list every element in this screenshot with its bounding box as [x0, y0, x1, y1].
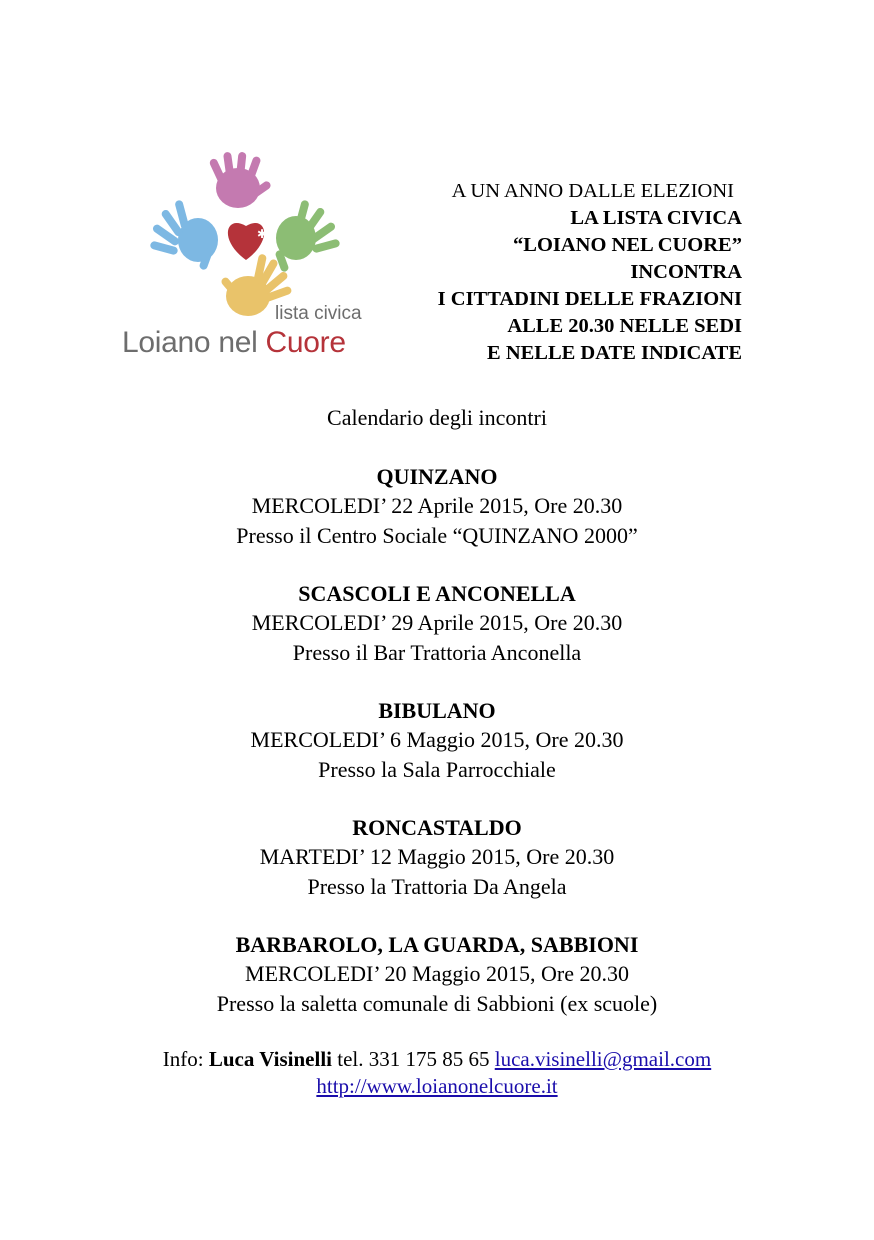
contact-name: Luca Visinelli [208, 1047, 332, 1071]
event-date: MERCOLEDI’ 6 Maggio 2015, Ore 20.30 [250, 727, 624, 752]
headline-line: E NELLE DATE INDICATE [487, 342, 742, 364]
logo [118, 148, 388, 373]
star-icon: ✱ [257, 227, 268, 241]
event-place: BARBAROLO, LA GUARDA, SABBIONI [235, 932, 639, 957]
headline-line: LA LISTA CIVICA [570, 207, 742, 229]
event-venue: Presso la Sala Parrocchiale [318, 756, 556, 782]
event-venue: Presso la saletta comunale di Sabbioni (ex scuole) [216, 990, 658, 1016]
event-place: RONCASTALDO [352, 815, 522, 840]
logo-title-part1: Loiano nel [122, 326, 266, 359]
website-link[interactable]: http://www.loianonelcuore.it [316, 1074, 558, 1098]
event-date: MERCOLEDI’ 22 Aprile 2015, Ore 20.30 [251, 493, 623, 518]
event-item [0, 930, 874, 1018]
logo-title [122, 326, 346, 360]
event-item [0, 579, 874, 667]
event-date: MARTEDI’ 12 Maggio 2015, Ore 20.30 [259, 844, 615, 869]
event-venue: Presso il Bar Trattoria Anconella [292, 639, 582, 665]
headline-line: INCONTRA [630, 261, 742, 283]
event-item [0, 462, 874, 550]
logo-title-part2: Cuore [265, 326, 346, 359]
event-item [0, 813, 874, 901]
contact-phone: tel. 331 175 85 65 [331, 1047, 495, 1071]
event-date: MERCOLEDI’ 20 Maggio 2015, Ore 20.30 [245, 961, 629, 986]
event-venue: Presso la Trattoria Da Angela [307, 873, 567, 899]
contact-info [0, 1046, 874, 1100]
headline [438, 178, 742, 367]
headline-line: A UN ANNO DALLE ELEZIONI [451, 180, 734, 202]
event-place: BIBULANO [378, 698, 496, 723]
event-venue: Presso il Centro Sociale “QUINZANO 2000” [236, 522, 638, 548]
hands-heart-graphic [118, 148, 388, 318]
event-place: QUINZANO [376, 464, 498, 489]
contact-line [0, 1046, 874, 1073]
green-hand-icon [274, 199, 340, 272]
headline-line: “LOIANO NEL CUORE” [513, 234, 742, 256]
purple-hand-icon [208, 152, 272, 208]
event-date: MERCOLEDI’ 29 Aprile 2015, Ore 20.30 [251, 610, 623, 635]
logo-subtitle: lista civica [275, 303, 362, 324]
event-item [0, 696, 874, 784]
email-link[interactable]: luca.visinelli@gmail.com [494, 1047, 712, 1071]
headline-line: ALLE 20.30 NELLE SEDI [507, 315, 742, 337]
blue-hand-icon [149, 199, 218, 270]
events-list [0, 462, 874, 1047]
info-label: Info: [162, 1047, 209, 1071]
event-place: SCASCOLI E ANCONELLA [298, 581, 576, 606]
calendar-title: Calendario degli incontri [327, 405, 547, 430]
headline-line: I CITTADINI DELLE FRAZIONI [437, 288, 742, 310]
